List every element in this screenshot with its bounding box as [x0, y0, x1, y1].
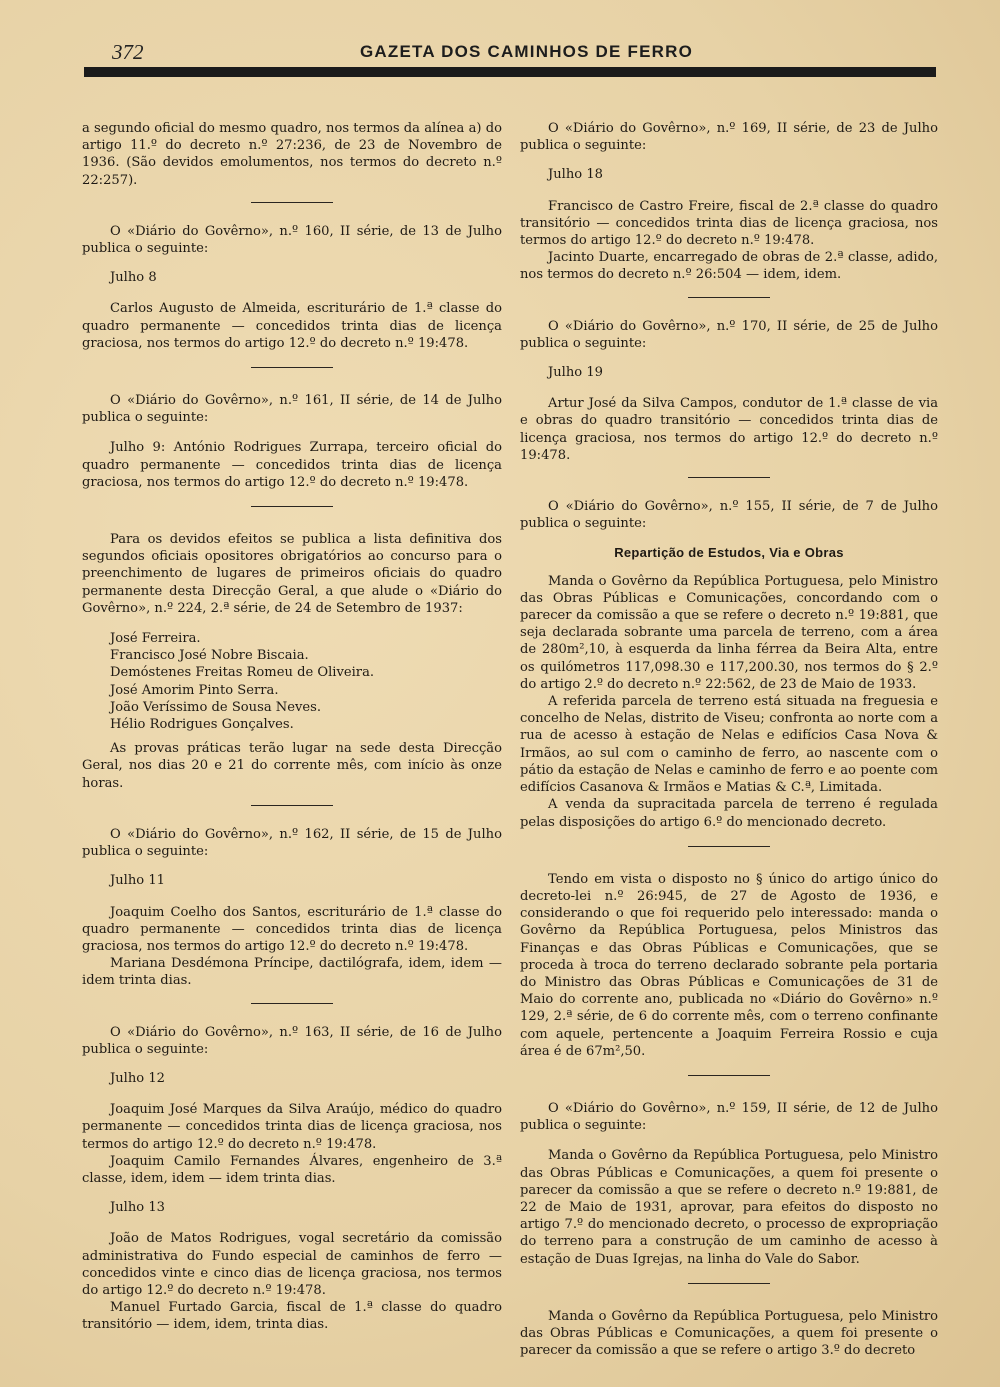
paragraph: A referida parcela de terreno está situada na freguesia e concelho de Nelas, distrito de Viseu; confronta ao norte com a rua de acesso à estação de Nelas e edifícios Casa Nova & Irmãos, ao sul com o caminho de ferro, ao nascente com o pátio da estação de Nelas e caminho de ferro e ao poente com edifícios Casanova & Irmãos e Matias & C.ª, Limitada.: [520, 694, 938, 796]
paragraph: Joaquim Coelho dos Santos, escriturário de 1.ª classe do quadro permanente — concedidos trinta dias de licença graciosa, nos termos do artigo 12.º do decreto n.º 19:478.: [82, 904, 502, 954]
gazette-intro: O «Diário do Govêrno», n.º 170, II série, de 25 de Julho publica o seguinte:: [520, 318, 938, 351]
date-heading: Julho 12: [110, 1070, 166, 1086]
list-item: Demóstenes Freitas Romeu de Oliveira.: [110, 665, 375, 681]
separator-rule: [688, 846, 770, 847]
paragraph: A venda da supracitada parcela de terreno é regulada pelas disposições do artigo 6.º do mencionado decreto.: [520, 797, 938, 830]
paragraph: a segundo oficial do mesmo quadro, nos termos da alínea a) do artigo 11.º do decreto n.º 27:236, de 23 de Novembro de 1936. (São devidos emolumentos, nos termos do decreto n.º 22:257).: [82, 121, 502, 188]
separator-rule: [251, 1003, 333, 1004]
gazette-intro: O «Diário do Govêrno», n.º 161, II série, de 14 de Julho publica o seguinte:: [82, 393, 502, 426]
paragraph: Carlos Augusto de Almeida, escriturário de 1.ª classe do quadro permanente — concedidos trinta dias de licença graciosa, nos termos do artigo 12.º do decreto n.º 19:478.: [82, 301, 502, 351]
paragraph: Joaquim Camilo Fernandes Álvares, engenheiro de 3.ª classe, idem, idem — idem trinta dias.: [82, 1153, 502, 1186]
paragraph: As provas práticas terão lugar na sede desta Direcção Geral, nos dias 20 e 21 do corrente mês, com início às onze horas.: [82, 741, 502, 791]
separator-rule: [251, 202, 333, 203]
right-column: [520, 120, 938, 1359]
paragraph: Manda o Govêrno da República Portuguesa, pelo Ministro das Obras Públicas e Comunicações, a quem foi presente o parecer da comissão a que se refere o artigo 3.º do decreto: [520, 1308, 938, 1359]
separator-rule: [251, 367, 333, 368]
paragraph: Manuel Furtado Garcia, fiscal de 1.ª classe do quadro transitório — idem, idem, trinta dias.: [82, 1300, 502, 1333]
gazette-intro: O «Diário do Govêrno», n.º 160, II série, de 13 de Julho publica o seguinte:: [82, 223, 502, 257]
paragraph: Manda o Govêrno da República Portuguesa, pelo Ministro das Obras Públicas e Comunicações, concordando com o parecer da comissão a que se refere o decreto n.º 19:881, que seja declarada sobrante uma parcela de terreno, com a área de 280m²,10, à esquerda da linha férrea da Beira Alta, entre os quilómetros 117,098.30 e 117,200.30, nos termos do § 2.º do artigo 2.º do decreto n.º 22:562, de 23 de Maio de 1933.: [520, 573, 938, 692]
section-heading: Repartição de Estudos, Via e Obras: [614, 545, 844, 561]
gazette-intro: O «Diário do Govêrno», n.º 162, II série, de 15 de Julho publica o seguinte:: [82, 826, 502, 860]
candidate-list: [82, 630, 502, 733]
gazette-intro: O «Diário do Govêrno», n.º 159, II série, de 12 de Julho publica o seguinte:: [520, 1100, 938, 1134]
separator-rule: [251, 805, 333, 806]
paragraph: Para os devidos efeitos se publica a lista definitiva dos segundos oficiais opositores obrigatórios ao concurso para o preenchimento de lugares de primeiros oficiais do quadro permanente desta Direcção Geral, a que alude o «Diário do Govêrno», n.º 224, 2.ª série, de 24 de Setembro de 1937:: [82, 532, 502, 616]
paragraph: Julho 9: António Rodrigues Zurrapa, terceiro oficial do quadro permanente — concedidos trinta dias de licença graciosa, nos termos do artigo 12.º do decreto n.º 19:478.: [82, 440, 502, 490]
paragraph: Manda o Govêrno da República Portuguesa, pelo Ministro das Obras Públicas e Comunicações, a quem foi presente o parecer da comissão a que se refere o decreto n.º 19:881, de 22 de Maio de 1931, aprovar, para efeitos do disposto no artigo 7.º do mencionado decreto, o processo de expropriação do terreno para a construção de um caminho de acesso à estação de Duas Igrejas, na linha do Vale do Sabor.: [520, 1148, 938, 1267]
separator-rule: [688, 1283, 770, 1284]
paragraph: Mariana Desdémona Príncipe, dactilógrafa, idem, idem — idem trinta dias.: [82, 956, 502, 989]
left-column: [82, 120, 502, 1334]
date-heading: Julho 8: [110, 270, 157, 286]
date-heading: Julho 13: [110, 1200, 166, 1216]
date-heading: Julho 11: [110, 873, 166, 889]
paragraph: Francisco de Castro Freire, fiscal de 2.ª classe do quadro transitório — concedidos trinta dias de licença graciosa, nos termos do artigo 12.º do decreto n.º 19:478.: [520, 198, 938, 249]
separator-rule: [688, 297, 770, 298]
date-heading: Julho 19: [548, 365, 604, 381]
separator-rule: [688, 1075, 770, 1076]
separator-rule: [688, 477, 770, 478]
separator-rule: [251, 506, 333, 507]
gazette-intro: O «Diário do Govêrno», n.º 169, II série, de 23 de Julho publica o seguinte:: [520, 121, 938, 154]
gazette-intro: O «Diário do Govêrno», n.º 163, II série, de 16 de Julho publica o seguinte:: [82, 1024, 502, 1057]
page-number: 372: [112, 40, 144, 64]
header-rule: [84, 67, 936, 77]
paragraph: João de Matos Rodrigues, vogal secretário da comissão administrativa do Fundo especial de caminhos de ferro — concedidos vinte e cinco dias de licença graciosa, nos termos do artigo 12.º do decreto n.º 19:478.: [82, 1231, 502, 1298]
journal-title: GAZETA DOS CAMINHOS DE FERRO: [360, 42, 693, 61]
list-item: Hélio Rodrigues Gonçalves.: [110, 717, 294, 733]
gazette-intro: O «Diário do Govêrno», n.º 155, II série, de 7 de Julho publica o seguinte:: [520, 499, 938, 532]
paragraph: Artur José da Silva Campos, condutor de 1.ª classe de via e obras do quadro transitório — concedidos trinta dias de licença graciosa, nos termos do artigo 12.º do decreto n.º 19:478.: [520, 396, 938, 463]
list-item: Francisco José Nobre Biscaia.: [110, 648, 309, 664]
list-item: José Amorim Pinto Serra.: [110, 682, 279, 698]
date-heading: Julho 18: [548, 167, 604, 183]
list-item: João Veríssimo de Sousa Neves.: [110, 699, 322, 715]
paragraph: Tendo em vista o disposto no § único do artigo único do decreto-lei n.º 26:945, de 27 de Agosto de 1936, e considerando o que foi requerido pelo interessado: manda o Govêrno da República Portuguesa, pelos Ministros das Finanças e das Obras Públicas e Comunicações, que se proceda à troca do terreno declarado sobrante pela portaria do Ministro das Obras Públicas e Comunicações de 31 de Maio do corrente ano, publicada no «Diário do Govêrno» n.º 129, 2.ª série, de 6 do corrente mês, com o terreno confinante com aquele, pertencente a Joaquim Ferreira Rossio e cuja área é de 67m²,50.: [520, 871, 938, 1059]
list-item: José Ferreira.: [110, 631, 201, 647]
paragraph: Jacinto Duarte, encarregado de obras de 2.ª classe, adido, nos termos do decreto n.º 26:504 — idem, idem.: [520, 250, 938, 283]
paragraph: Joaquim José Marques da Silva Araújo, médico do quadro permanente — concedidos trinta dias de licença graciosa, nos termos do artigo 12.º do decreto n.º 19:478.: [82, 1102, 502, 1152]
